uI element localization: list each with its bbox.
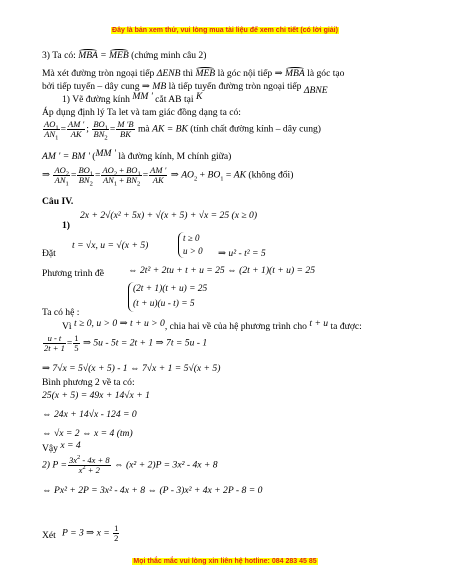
ratio-line: $\frac{AO_1}{AN_1}$ = $\frac{AM '}{AK}$ ; $\frac{BO_1}{BN_2}$ = $\frac{M 'B}{BK}$ mà AK = BK (tính chất đường kính – dây cung): [44, 119, 321, 142]
equation: ⇔ Px² + 2P = 3x² - 4x + 8 ⇔ (P - 3)x² + 4x + 2P - 8 = 0: [42, 485, 263, 496]
equation: ⇔ √x = 2 ⇔ x = 4 (tm): [42, 428, 133, 439]
equation: 25(x + 5) = 49x + 14√x + 1: [42, 390, 150, 401]
part2-equation: 2) P = $\frac{3x^2 - 4x + 8}{x^2 + 2}$ ⇔ (x² + 2)P = 3x² - 4x + 8: [42, 454, 218, 475]
answer-line: Vậy x = 4: [42, 440, 81, 454]
part3-intro: 3) Ta có: MBA = MEB (chứng minh câu 2): [42, 50, 207, 61]
equation: ⇔ 24x + 14√x - 124 = 0: [42, 409, 137, 420]
case-line: P = 3 ⇒ x = $\frac{1}{2}$: [62, 523, 119, 543]
preview-banner: Đây là bản xem thử, vui lòng mua tài liệu để xem chi tiết (có lời giải): [112, 27, 338, 34]
text-line: Áp dụng định lý Ta let và tam giác đồng dạng ta có:: [42, 107, 241, 118]
section-title: Câu IV.: [42, 196, 74, 207]
equation: ⇔ 2t² + 2tu + t + u = 25 ⇔ (2t + 1)(t + u) = 25: [128, 265, 316, 276]
fraction-line: $\frac{u - t}{2t + 1}$ = $\frac{1}{5}$ ⇒ 5u - 5t = 2t + 1 ⇒ 7t = 5u - 1: [44, 333, 208, 353]
text-line: bởi tiếp tuyến – dây cung ⇒ MB là tiếp tuyến đường tròn ngoại tiếp ΔBNE: [42, 81, 328, 96]
text-line: Xét: [42, 530, 56, 541]
item-number: 1): [62, 220, 70, 231]
equation: ⇒ u² - t² = 5: [218, 248, 266, 259]
text-line: Vì t ≥ 0, u > 0 ⇒ t + u > 0, chia hai về của hệ phương trình cho t + u ta được:: [62, 318, 362, 332]
text-line: Phương trình đề: [42, 268, 104, 279]
text-line: Mà xét đường tròn ngoại tiếp ΔENB thì MEB là góc nội tiếp ⇒ MBA là góc tạo: [42, 68, 345, 79]
condition-system: t ≥ 0 u > 0: [178, 232, 203, 258]
equation: ⇒ 7√x = 5√(x + 5) - 1 ⇔ 7√x + 1 = 5√(x + 5): [42, 363, 221, 374]
substitution: t = √x, u = √(x + 5): [72, 240, 149, 251]
text-line: Bình phương 2 về ta có:: [42, 377, 135, 388]
text-line: Ta có hệ :: [42, 307, 80, 318]
equation: 2x + 2√(x² + 5x) + √(x + 5) + √x = 25 (x ≥ 0): [80, 210, 258, 221]
text-line: Đặt: [42, 248, 56, 259]
hotline-banner: Mọi thắc mắc vui lòng xin liên hệ hotline: 084 283 45 85: [133, 558, 317, 565]
text-line: 1) Vẽ đường kính MM ' cắt AB tại K: [62, 91, 203, 105]
ratio-line-2: ⇒ $\frac{AO_2}{AN_1}$ = $\frac{BO_1}{BN_2}$ = $\frac{AO_2 + BO_1}{AN_1 + BN_2}$ = $\frac{AM '}{AK}$ ⇒ $AO_2 + BO_1$ = AK (không đổi): [42, 165, 294, 188]
equation-system: (2t + 1)(t + u) = 25 (t + u)(u - t) = 5: [128, 282, 207, 312]
text-line: AM ' = BM ' (MM ' là đường kính, M chính giữa): [42, 148, 232, 162]
